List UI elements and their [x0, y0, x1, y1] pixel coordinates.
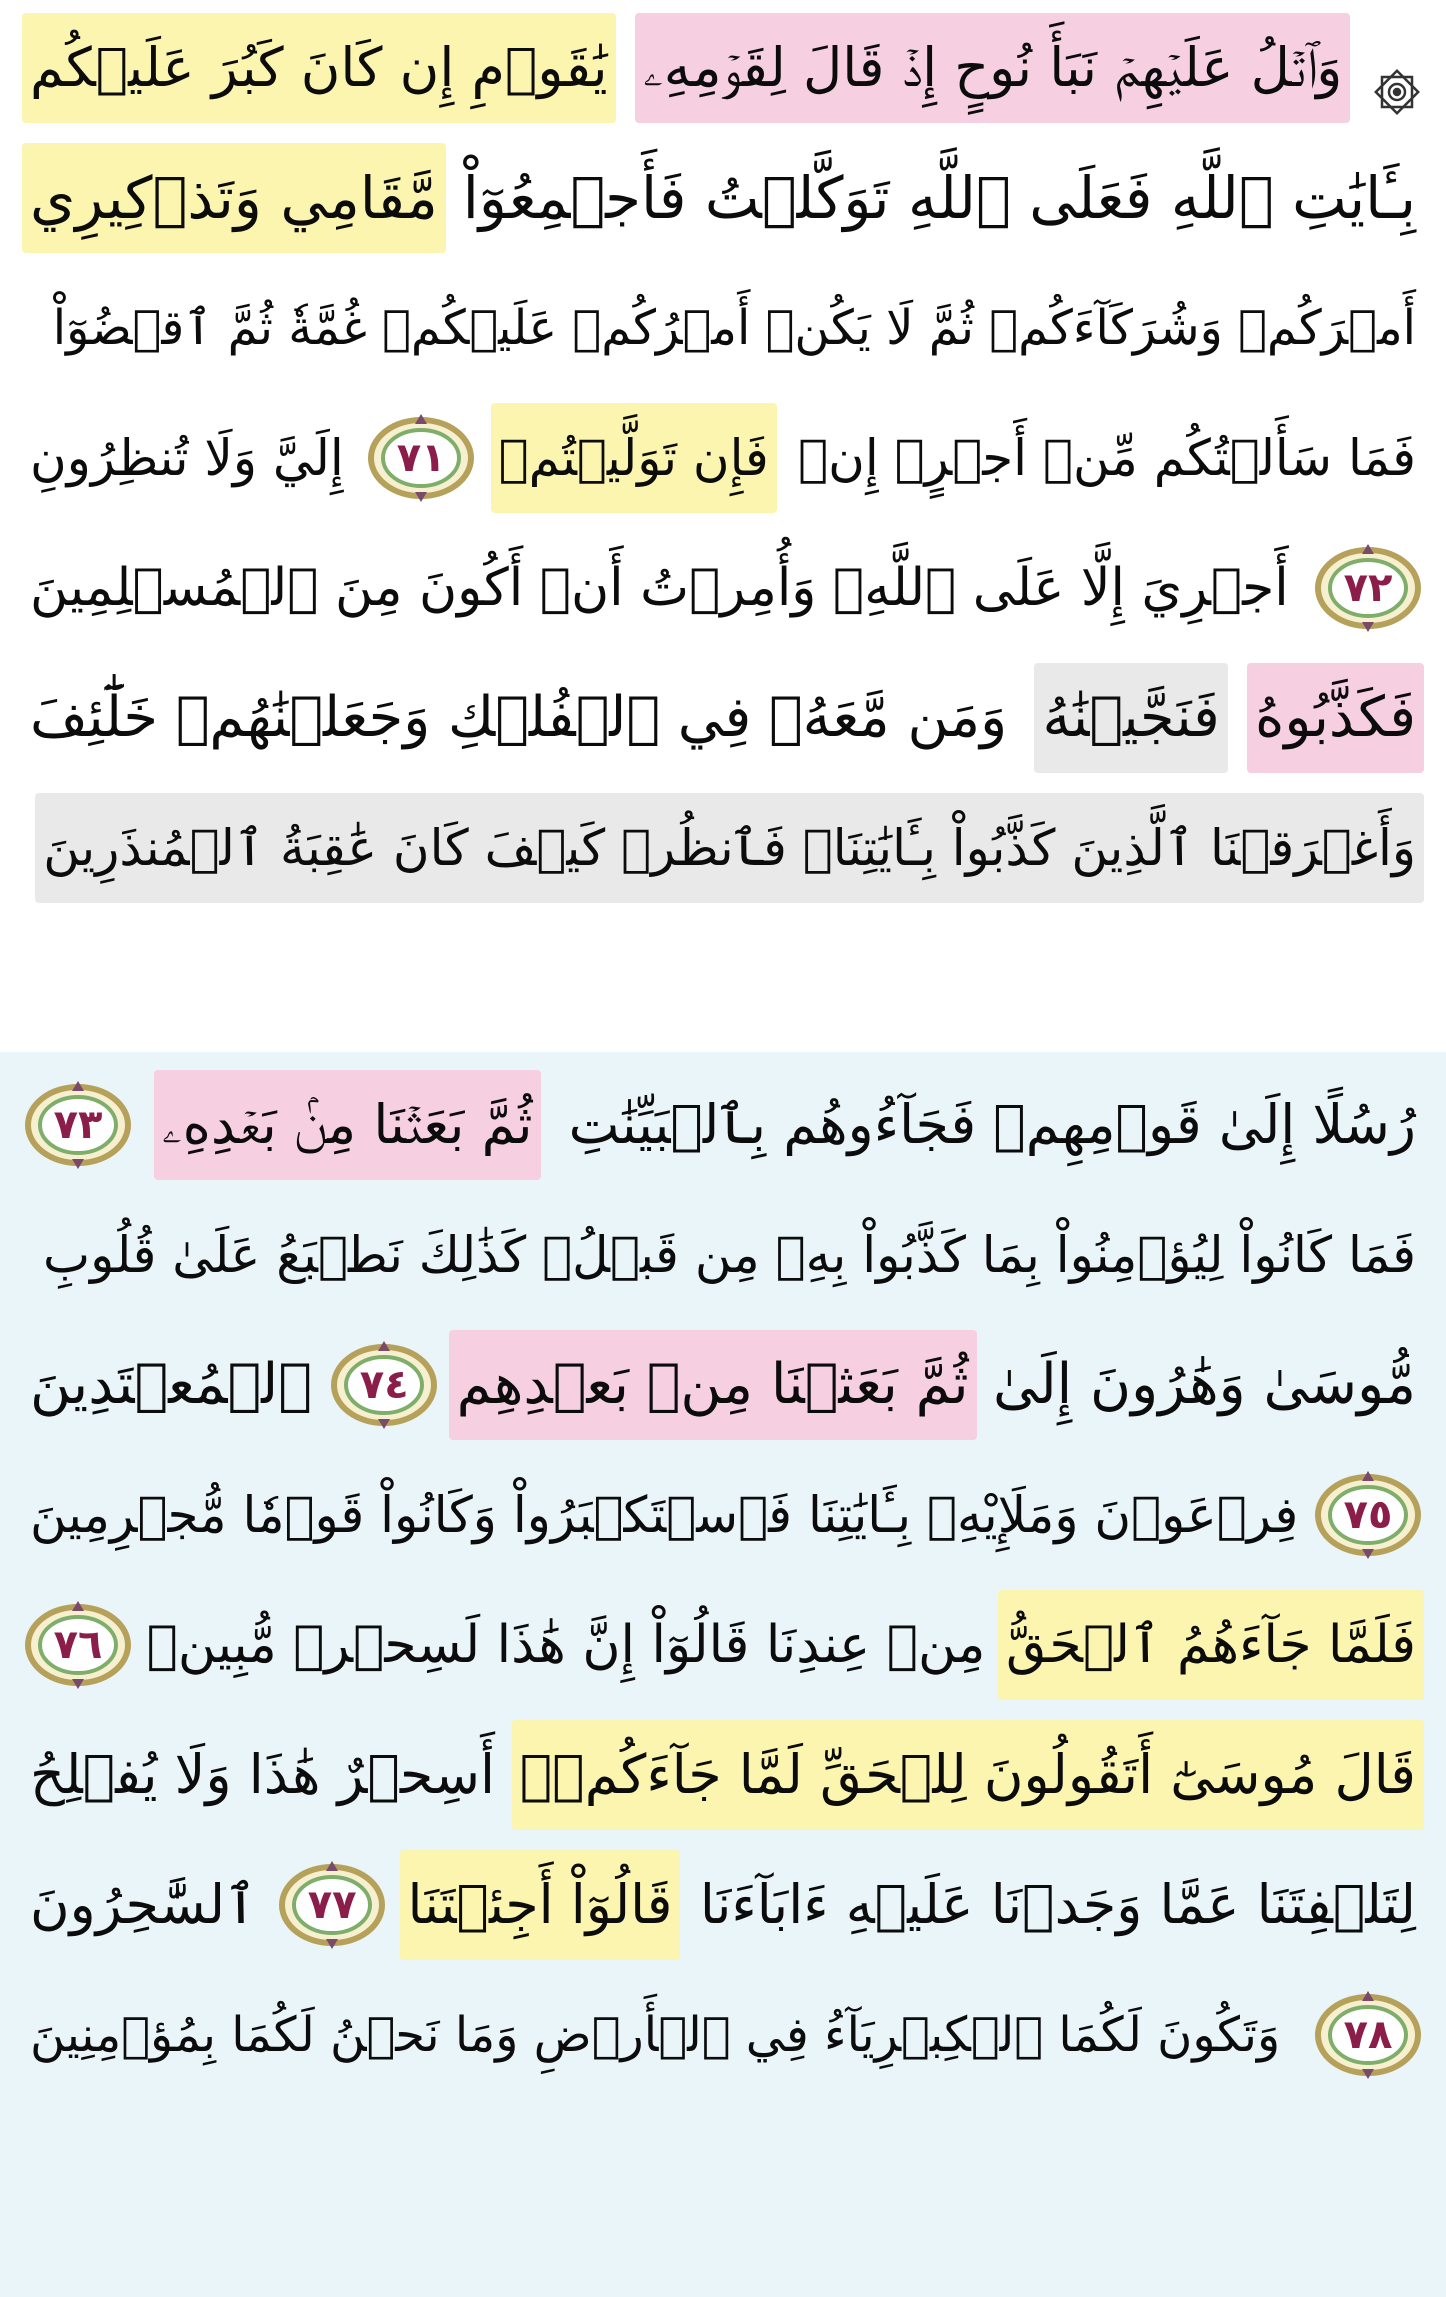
ayah-number-marker [22, 1599, 134, 1691]
ayah-number: ٧٥ [1343, 1492, 1393, 1538]
quran-line-7 [22, 788, 1424, 908]
quran-line-6 [22, 658, 1424, 778]
ayah-number: ٧١ [396, 435, 446, 481]
ayah-number-marker [1312, 1469, 1424, 1561]
ayah-number: ٧٣ [53, 1102, 103, 1148]
verse-segment: وَتَكُونَ لَكُمَا ٱلۡكِبۡرِيَآءُ فِي ٱلۡأَرۡضِ وَمَا نَحۡنُ لَكُمَا بِمُؤۡمِنِينَ [30, 2007, 1281, 2063]
verse-segment: رُسُلًا إِلَىٰ قَوۡمِهِمۡ فَجَآءُوهُم بِٱلۡبَيِّنَٰتِ [568, 1093, 1416, 1156]
rub-el-hizb-icon [1370, 41, 1424, 95]
ayah-number-marker [1312, 542, 1424, 634]
quran-line-5 [22, 528, 1424, 648]
quran-line-14 [22, 1845, 1424, 1965]
quran-line-15 [22, 1975, 1424, 2095]
verse-segment: ثُمَّ بَعَثۡنَا مِنۢ بَعۡدِهِم [449, 1330, 977, 1440]
quran-line-1 [22, 8, 1424, 128]
verse-segment: فَإِن تَوَلَّيۡتُمۡ [491, 403, 777, 513]
verse-segment: وَأَغۡرَقۡنَا ٱلَّذِينَ كَذَّبُواْ بِـَٔايَٰتِنَاۖ فَٱنظُرۡ كَيۡفَ كَانَ عَٰقِبَةُ ٱلۡمُنذَرِينَ [35, 793, 1424, 903]
verse-segment: ٱلۡمُعۡتَدِينَ [30, 1352, 312, 1417]
verse-segment: مَّقَامِي وَتَذۡكِيرِي [22, 143, 446, 253]
ayah-number: ٧٤ [359, 1362, 409, 1408]
quran-line-8 [22, 1065, 1424, 1185]
verse-segment: بِـَٔايَٰتِ ٱللَّهِ فَعَلَى ٱللَّهِ تَوَكَّلۡتُ فَأَجۡمِعُوٓاْ [462, 164, 1416, 232]
verse-segment: أَجۡرِيَ إِلَّا عَلَى ٱللَّهِۖ وَأُمِرۡتُ أَنۡ أَكُونَ مِنَ ٱلۡمُسۡلِمِينَ [30, 558, 1289, 618]
verse-segment: مِنۡ عِندِنَا قَالُوٓاْ إِنَّ هَٰذَا لَسِحۡرٞ مُّبِينٞ [146, 1615, 986, 1675]
ayah-number-marker [276, 1859, 388, 1951]
quran-line-12 [22, 1585, 1424, 1705]
ayah-number-marker [1312, 1989, 1424, 2081]
verse-segment: أَمۡرَكُمۡ وَشُرَكَآءَكُمۡ ثُمَّ لَا يَكُنۡ أَمۡرُكُمۡ عَلَيۡكُمۡ غُمَّةٗ ثُمَّ ٱقۡضُوٓاْ [52, 300, 1416, 356]
quran-line-11 [22, 1455, 1424, 1575]
verse-segment: قَالُوٓاْ أَجِئۡتَنَا [400, 1850, 681, 1960]
ayah-number: ٧٦ [53, 1622, 103, 1668]
verse-segment: أَسِحۡرٌ هَٰذَا وَلَا يُفۡلِحُ [30, 1743, 495, 1806]
ayah-number-marker [22, 1079, 134, 1171]
quran-line-10 [22, 1325, 1424, 1445]
verse-segment: فِرۡعَوۡنَ وَمَلَإِيْهِۦ بِـَٔايَٰتِنَا فَٱسۡتَكۡبَرُواْ وَكَانُواْ قَوۡمٗا مُّجۡرِمِينَ [30, 1486, 1299, 1544]
ayah-number-marker [365, 412, 477, 504]
verse-segment: مُّوسَىٰ وَهَٰرُونَ إِلَىٰ [992, 1352, 1416, 1417]
quran-line-13 [22, 1715, 1424, 1835]
verse-segment: فَمَا سَأَلۡتُكُم مِّنۡ أَجۡرٍۖ إِنۡ [798, 429, 1416, 487]
verse-segment: فَلَمَّا جَآءَهُمُ ٱلۡحَقُّ [998, 1590, 1424, 1700]
ayah-number: ٧٨ [1343, 2012, 1393, 2058]
verse-segment: لِتَلۡفِتَنَا عَمَّا وَجَدۡنَا عَلَيۡهِ ءَابَآءَنَا [699, 1873, 1416, 1936]
quran-line-3 [22, 268, 1424, 388]
ayah-number: ٧٧ [307, 1882, 357, 1928]
verse-segment: فَنَجَّيۡنَٰهُ [1034, 663, 1227, 773]
verse-segment: وَٱتۡلُ عَلَيۡهِمۡ نَبَأَ نُوحٍ إِذۡ قَالَ لِقَوۡمِهِۦ [635, 13, 1350, 123]
verse-segment: ثُمَّ بَعَثۡنَا مِنۢ بَعۡدِهِۦ [154, 1070, 541, 1180]
quran-line-4 [22, 398, 1424, 518]
ayah-number-marker [328, 1339, 440, 1431]
quran-line-2 [22, 138, 1424, 258]
verse-segment: قَالَ مُوسَىٰٓ أَتَقُولُونَ لِلۡحَقِّ لَمَّا جَآءَكُمۡۖ [512, 1720, 1424, 1830]
verse-segment: ٱلسَّٰحِرُونَ [30, 1873, 257, 1936]
quran-line-9 [22, 1195, 1424, 1315]
verse-segment: فَكَذَّبُوهُ [1247, 663, 1424, 773]
verse-segment: فَمَا كَانُواْ لِيُؤۡمِنُواْ بِمَا كَذَّبُواْ بِهِۦ مِن قَبۡلُۚ كَذَٰلِكَ نَطۡبَعُ عَلَىٰ قُلُوبِ [43, 1226, 1416, 1284]
verse-segment: إِلَيَّ وَلَا تُنظِرُونِ [30, 429, 344, 487]
ayah-number: ٧٢ [1343, 565, 1393, 611]
verse-segment: يَٰقَوۡمِ إِن كَانَ كَبُرَ عَلَيۡكُم [22, 13, 616, 123]
verse-segment: وَمَن مَّعَهُۥ فِي ٱلۡفُلۡكِ وَجَعَلۡنَٰهُمۡ خَلَٰٓئِفَ [30, 685, 1008, 750]
